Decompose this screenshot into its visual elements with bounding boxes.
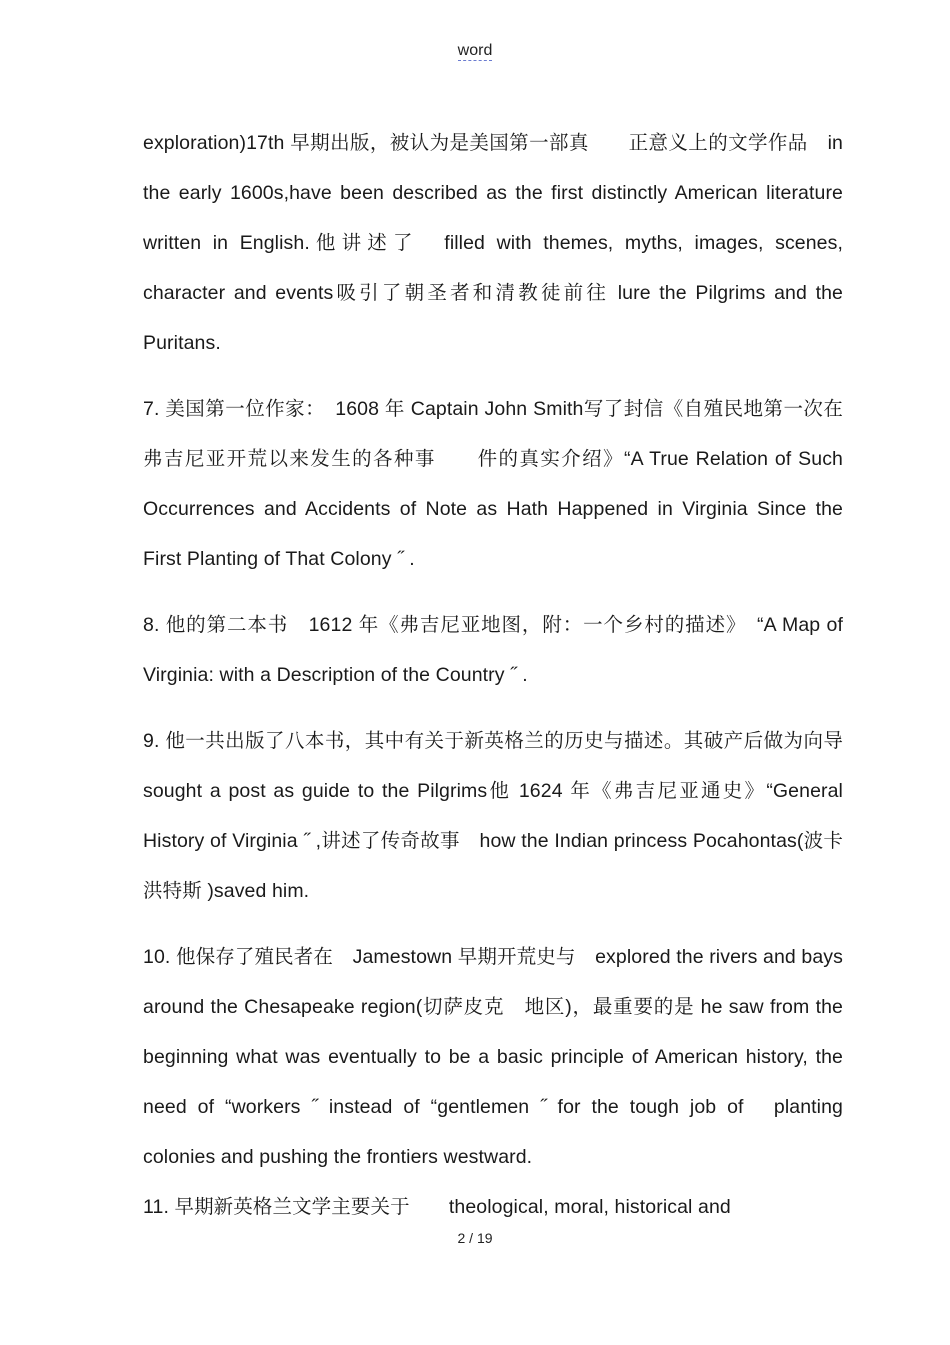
document-header [0, 42, 950, 60]
header-title: word [457, 42, 493, 59]
paragraph-9: 9. 他一共出版了八本书，其中有关于新英格兰的历史与描述。其破产后做为向导 sought a post as guide to the Pilgrims他 1624 年《弗吉尼亚通史》“General History of Virginia ˝ ,讲述了传奇故事 how the Indian princess Pocahontas(波卡洪特斯 )saved him. [143, 730, 863, 902]
paragraph-10: 10. 他保存了殖民者在 Jamestown 早期开荒史与 explored the rivers and bays around the Chesapeake region(切萨皮克 地区)，最重要的是 he saw from the beginning what was eventually to be a basic principle of American history, the need of “workers ˝ instead of “gentlemen ˝ for the tough job of planting colonies and pushing the frontiers westward. [143, 946, 843, 1168]
paragraph-8: 8. 他的第二本书 1612 年《弗吉尼亚地图，附：一个乡村的描述》 “A Map of Virginia: with a Description of the Country ˝ . [143, 614, 843, 686]
paragraph-7: 7. 美国第一位作家： 1608 年 Captain John Smith写了封信《自殖民地第一次在弗吉尼亚开荒以来发生的各种事 件的真实介绍》“A True Relation of Such Occurrences and Accidents of Note as Hath Happened in Virginia Since the First Planting of That Colony ˝ . [143, 398, 843, 570]
page-body [143, 118, 863, 1232]
paragraph-11: 11. 早期新英格兰文学主要关于 theological, moral, historical and [143, 1196, 731, 1218]
paragraph-1: exploration)17th 早期出版，被认为是美国第一部真 正意义上的文学作品 in the early 1600s,have been described as the first distinctly American literature written in English.他讲述了 filled with themes, myths, images, scenes, character and events吸引了朝圣者和清教徒前往 lure the Pilgrims and the Puritans. [143, 132, 843, 354]
page-number: 2 / 19 [457, 1230, 493, 1246]
